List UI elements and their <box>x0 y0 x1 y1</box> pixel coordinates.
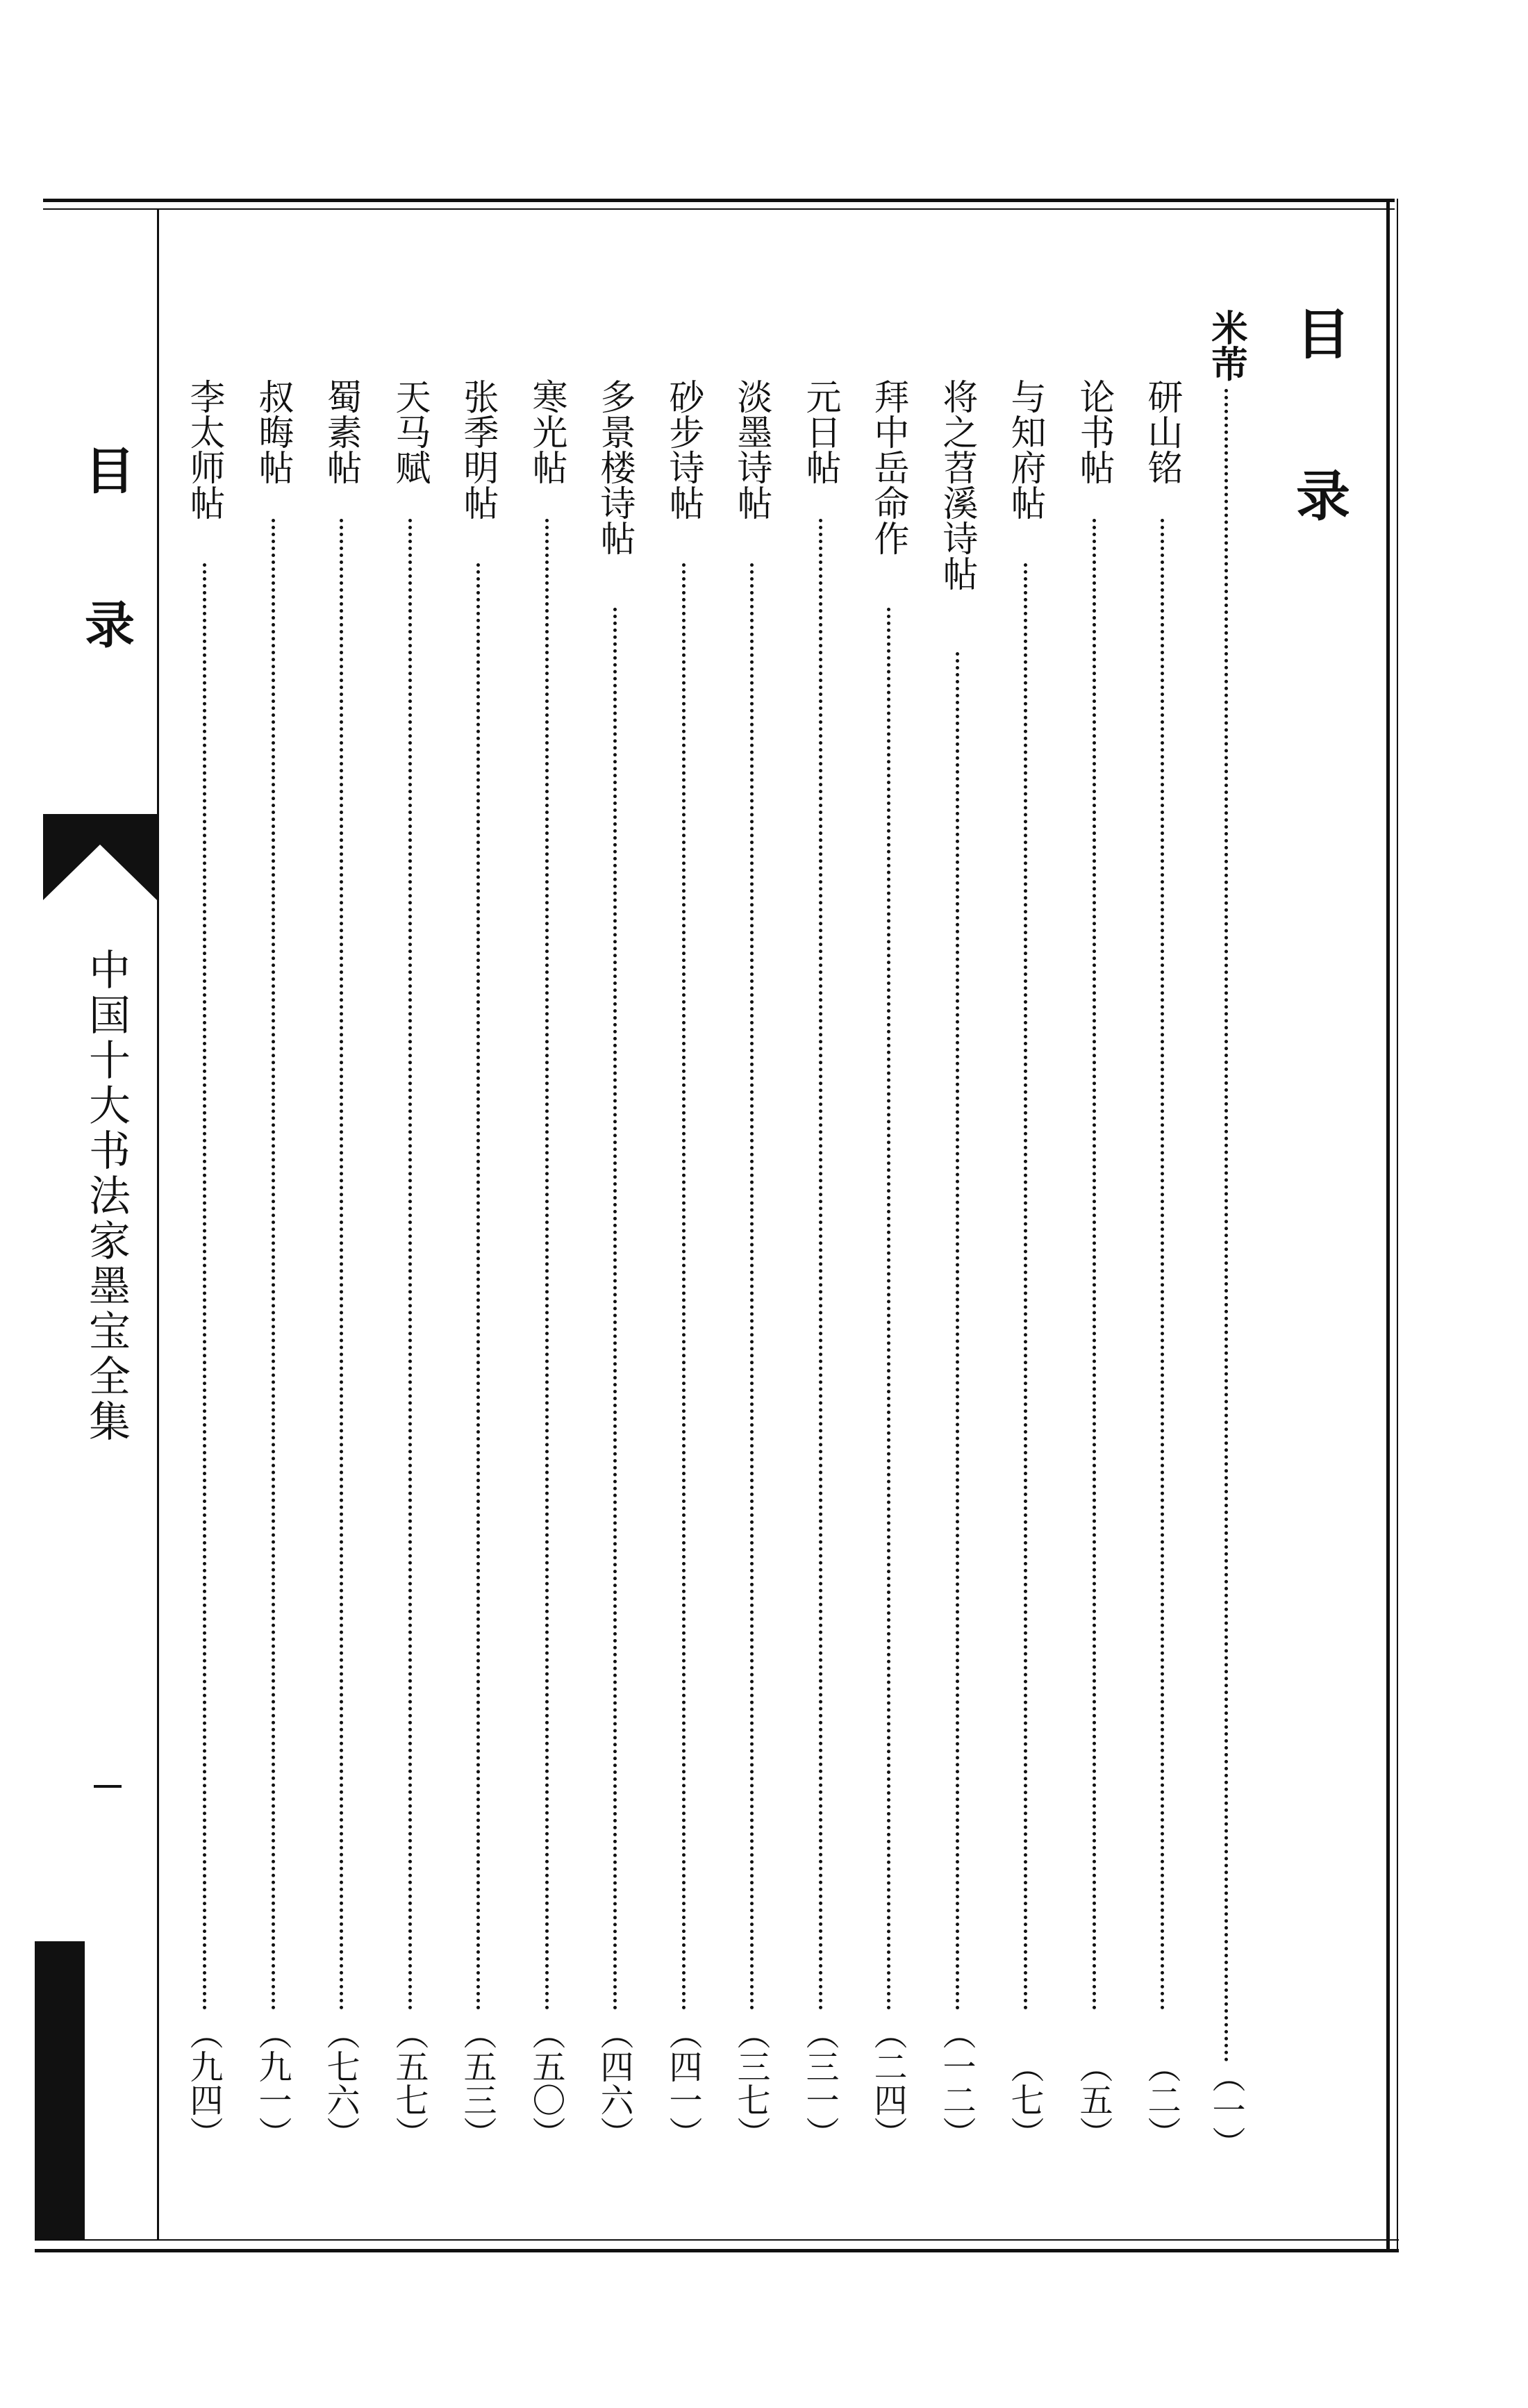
toc-entry <box>250 379 294 2150</box>
toc-entry <box>865 379 910 2150</box>
frame-bottom-rule <box>35 2249 1399 2252</box>
toc-entry-title: 李太师帖 <box>183 379 224 520</box>
toc-entry-title: 寒光帖 <box>526 379 567 485</box>
toc-entry <box>524 379 568 2150</box>
toc-entry <box>729 379 773 2150</box>
toc-entry <box>1071 379 1115 2150</box>
toc-entry-page: （四六） <box>595 2016 633 2150</box>
toc-entry <box>181 379 226 2150</box>
author-page-number: （一） <box>1206 2059 1245 2159</box>
page-title: 目录 <box>1287 306 1350 629</box>
toc-entry-title: 叔晦帖 <box>252 379 293 485</box>
toc-leader-dots <box>272 519 275 2011</box>
toc-entry-page: （七六） <box>321 2016 360 2150</box>
toc-leader-dots <box>476 563 480 2011</box>
author-name: 米芾 <box>1205 309 1247 381</box>
spine-black-block <box>35 1941 85 2240</box>
toc-entry-title: 元日帖 <box>799 379 840 485</box>
toc-entry-title: 多景楼诗帖 <box>594 379 635 556</box>
toc-entry <box>455 379 499 2150</box>
toc-entry <box>661 379 705 2150</box>
toc-leader-dots <box>819 519 822 2011</box>
toc-entry-page: （七） <box>1005 2050 1044 2150</box>
toc-entry-title: 论书帖 <box>1073 379 1114 485</box>
toc-entry-page: （二） <box>1142 2050 1181 2150</box>
toc-entry <box>1002 379 1047 2150</box>
frame-bottom-rule-inner <box>35 2239 1399 2241</box>
toc-leader-dots <box>408 519 412 2011</box>
toc-entry-page: （九一） <box>253 2016 292 2150</box>
toc-entry-title: 淡墨诗帖 <box>731 379 772 520</box>
toc-leader-dots <box>1024 563 1027 2011</box>
toc-entry-title: 砂步诗帖 <box>663 379 704 520</box>
toc-entry-page: （九四） <box>184 2016 223 2150</box>
toc-entry-title: 研山铭 <box>1141 379 1182 485</box>
toc-entry <box>797 379 842 2150</box>
toc-leader-dots <box>956 652 959 2011</box>
toc-entry <box>934 379 979 2150</box>
toc-entry-title: 天马赋 <box>389 379 430 485</box>
frame-top-rule-inner <box>43 208 1395 210</box>
toc-entry-title: 与知府帖 <box>1004 379 1045 520</box>
author-leader-dots <box>1224 389 1228 2063</box>
frame-right-rule <box>1386 199 1390 2252</box>
toc-leader-dots <box>613 608 617 2011</box>
frame-top-rule <box>43 199 1395 202</box>
toc-entry-page: （三七） <box>731 2016 770 2150</box>
toc-entry <box>387 379 431 2150</box>
toc-entry <box>318 379 363 2150</box>
spine-series-title: 中国十大书法家墨宝全集 <box>82 948 131 1445</box>
toc-leader-dots <box>203 563 206 2011</box>
toc-leader-dots <box>682 563 686 2011</box>
toc-entry-title: 张季明帖 <box>457 379 498 520</box>
spine-title: 目录 <box>76 445 135 753</box>
toc-entry-title: 将之苕溪诗帖 <box>936 379 977 591</box>
toc-entry-page: （五〇） <box>526 2016 565 2150</box>
toc-leader-dots <box>750 563 754 2011</box>
toc-leader-dots <box>545 519 549 2011</box>
toc-entry-page: （五七） <box>390 2016 429 2150</box>
toc-leader-dots <box>1161 519 1164 2011</box>
toc-entry-title: 蜀素帖 <box>320 379 361 485</box>
toc-leader-dots <box>340 519 343 2011</box>
toc-entry-page: （四一） <box>663 2016 702 2150</box>
spine-wedge-ornament <box>43 817 157 900</box>
toc-entry <box>592 379 636 2150</box>
toc-entry <box>1139 379 1184 2150</box>
toc-leader-dots <box>1093 519 1096 2011</box>
toc-entry-page: （三一） <box>800 2016 839 2150</box>
toc-entry-page: （二四） <box>868 2016 907 2150</box>
toc-leader-dots <box>887 608 890 2011</box>
toc-entry-page: （五） <box>1074 2050 1113 2150</box>
frame-spine-divider <box>157 210 159 2239</box>
spine-page-number <box>94 1785 122 1788</box>
frame-right-rule-outer <box>1397 199 1398 2252</box>
toc-entry-page: （一二） <box>937 2016 976 2150</box>
toc-entry-title: 拜中岳命作 <box>867 379 908 556</box>
toc-entry-page: （五三） <box>458 2016 497 2150</box>
